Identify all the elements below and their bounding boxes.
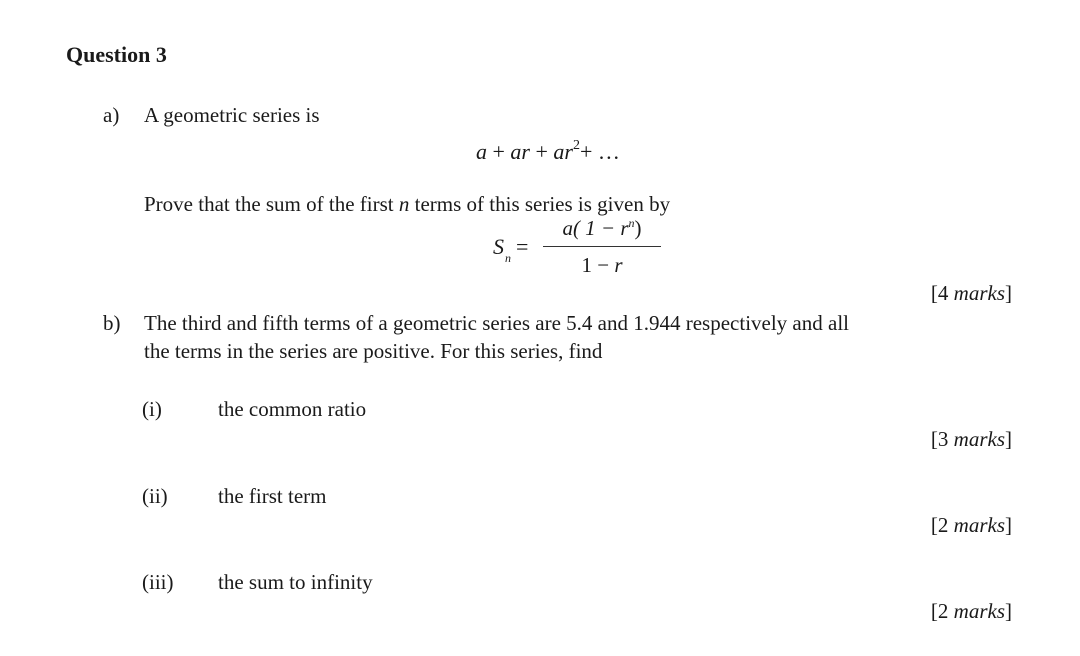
part-a-marks <box>931 281 1012 306</box>
series-op-3: + … <box>579 139 620 164</box>
series-term-1: a <box>476 139 487 164</box>
marks-word: marks <box>953 427 1005 451</box>
prove-statement <box>144 192 670 217</box>
item-iii-marks <box>931 599 1012 624</box>
part-a-intro: A geometric series is <box>144 103 320 127</box>
marks-close: ] <box>1005 427 1012 451</box>
item-i-number: (i) <box>142 397 162 421</box>
marks-open: [2 <box>930 599 954 623</box>
fraction-numerator <box>543 216 661 242</box>
prove-text-before: Prove that the sum of the first <box>144 192 399 216</box>
equals-sign: = <box>516 234 529 259</box>
numerator-var: r <box>620 216 629 240</box>
item-iii-text: the sum to infinity <box>218 570 373 594</box>
denominator-var: r <box>614 253 623 277</box>
sum-formula-fraction <box>543 216 661 278</box>
question-title: Question 3 <box>66 42 167 67</box>
prove-var-n: n <box>398 192 410 216</box>
numerator-prefix: a( 1 − <box>562 216 621 240</box>
marks-open: [4 <box>930 281 954 305</box>
numerator-suffix: ) <box>634 216 642 240</box>
item-i-marks <box>931 427 1012 452</box>
marks-close: ] <box>1005 281 1012 305</box>
sum-subscript: n <box>505 251 511 265</box>
series-op-1: + <box>487 139 511 164</box>
series-term-3: ar <box>553 139 573 164</box>
sum-formula-lhs <box>493 234 529 265</box>
part-b-label: b) <box>103 311 121 335</box>
marks-word: marks <box>953 599 1005 623</box>
marks-word: marks <box>953 281 1005 305</box>
marks-open: [3 <box>930 427 954 451</box>
item-ii-marks <box>931 513 1012 538</box>
item-ii-number: (ii) <box>142 484 168 508</box>
series-term-3-exponent: 2 <box>572 138 580 153</box>
series-term-2: ar <box>510 139 530 164</box>
fraction-bar <box>543 246 661 247</box>
item-ii-text: the first term <box>218 484 327 508</box>
series-op-2: + <box>529 139 554 164</box>
item-iii-number: (iii) <box>142 570 174 594</box>
denominator-prefix: 1 − <box>581 253 615 277</box>
prove-text-after: terms of this series is given by <box>409 192 671 216</box>
part-b-line-2: the terms in the series are positive. For this series, find <box>144 339 603 363</box>
item-i-text: the common ratio <box>218 397 367 421</box>
fraction-denominator <box>543 253 661 278</box>
part-a-label: a) <box>103 103 120 127</box>
part-b-line-1: The third and fifth terms of a geometric series are 5.4 and 1.944 respectively and all <box>144 311 849 335</box>
marks-close: ] <box>1005 513 1012 537</box>
marks-close: ] <box>1005 599 1012 623</box>
marks-word: marks <box>953 513 1005 537</box>
sum-symbol: S <box>493 234 504 259</box>
marks-open: [2 <box>930 513 954 537</box>
numerator-exponent: n <box>628 216 635 230</box>
series-expression <box>476 138 620 165</box>
